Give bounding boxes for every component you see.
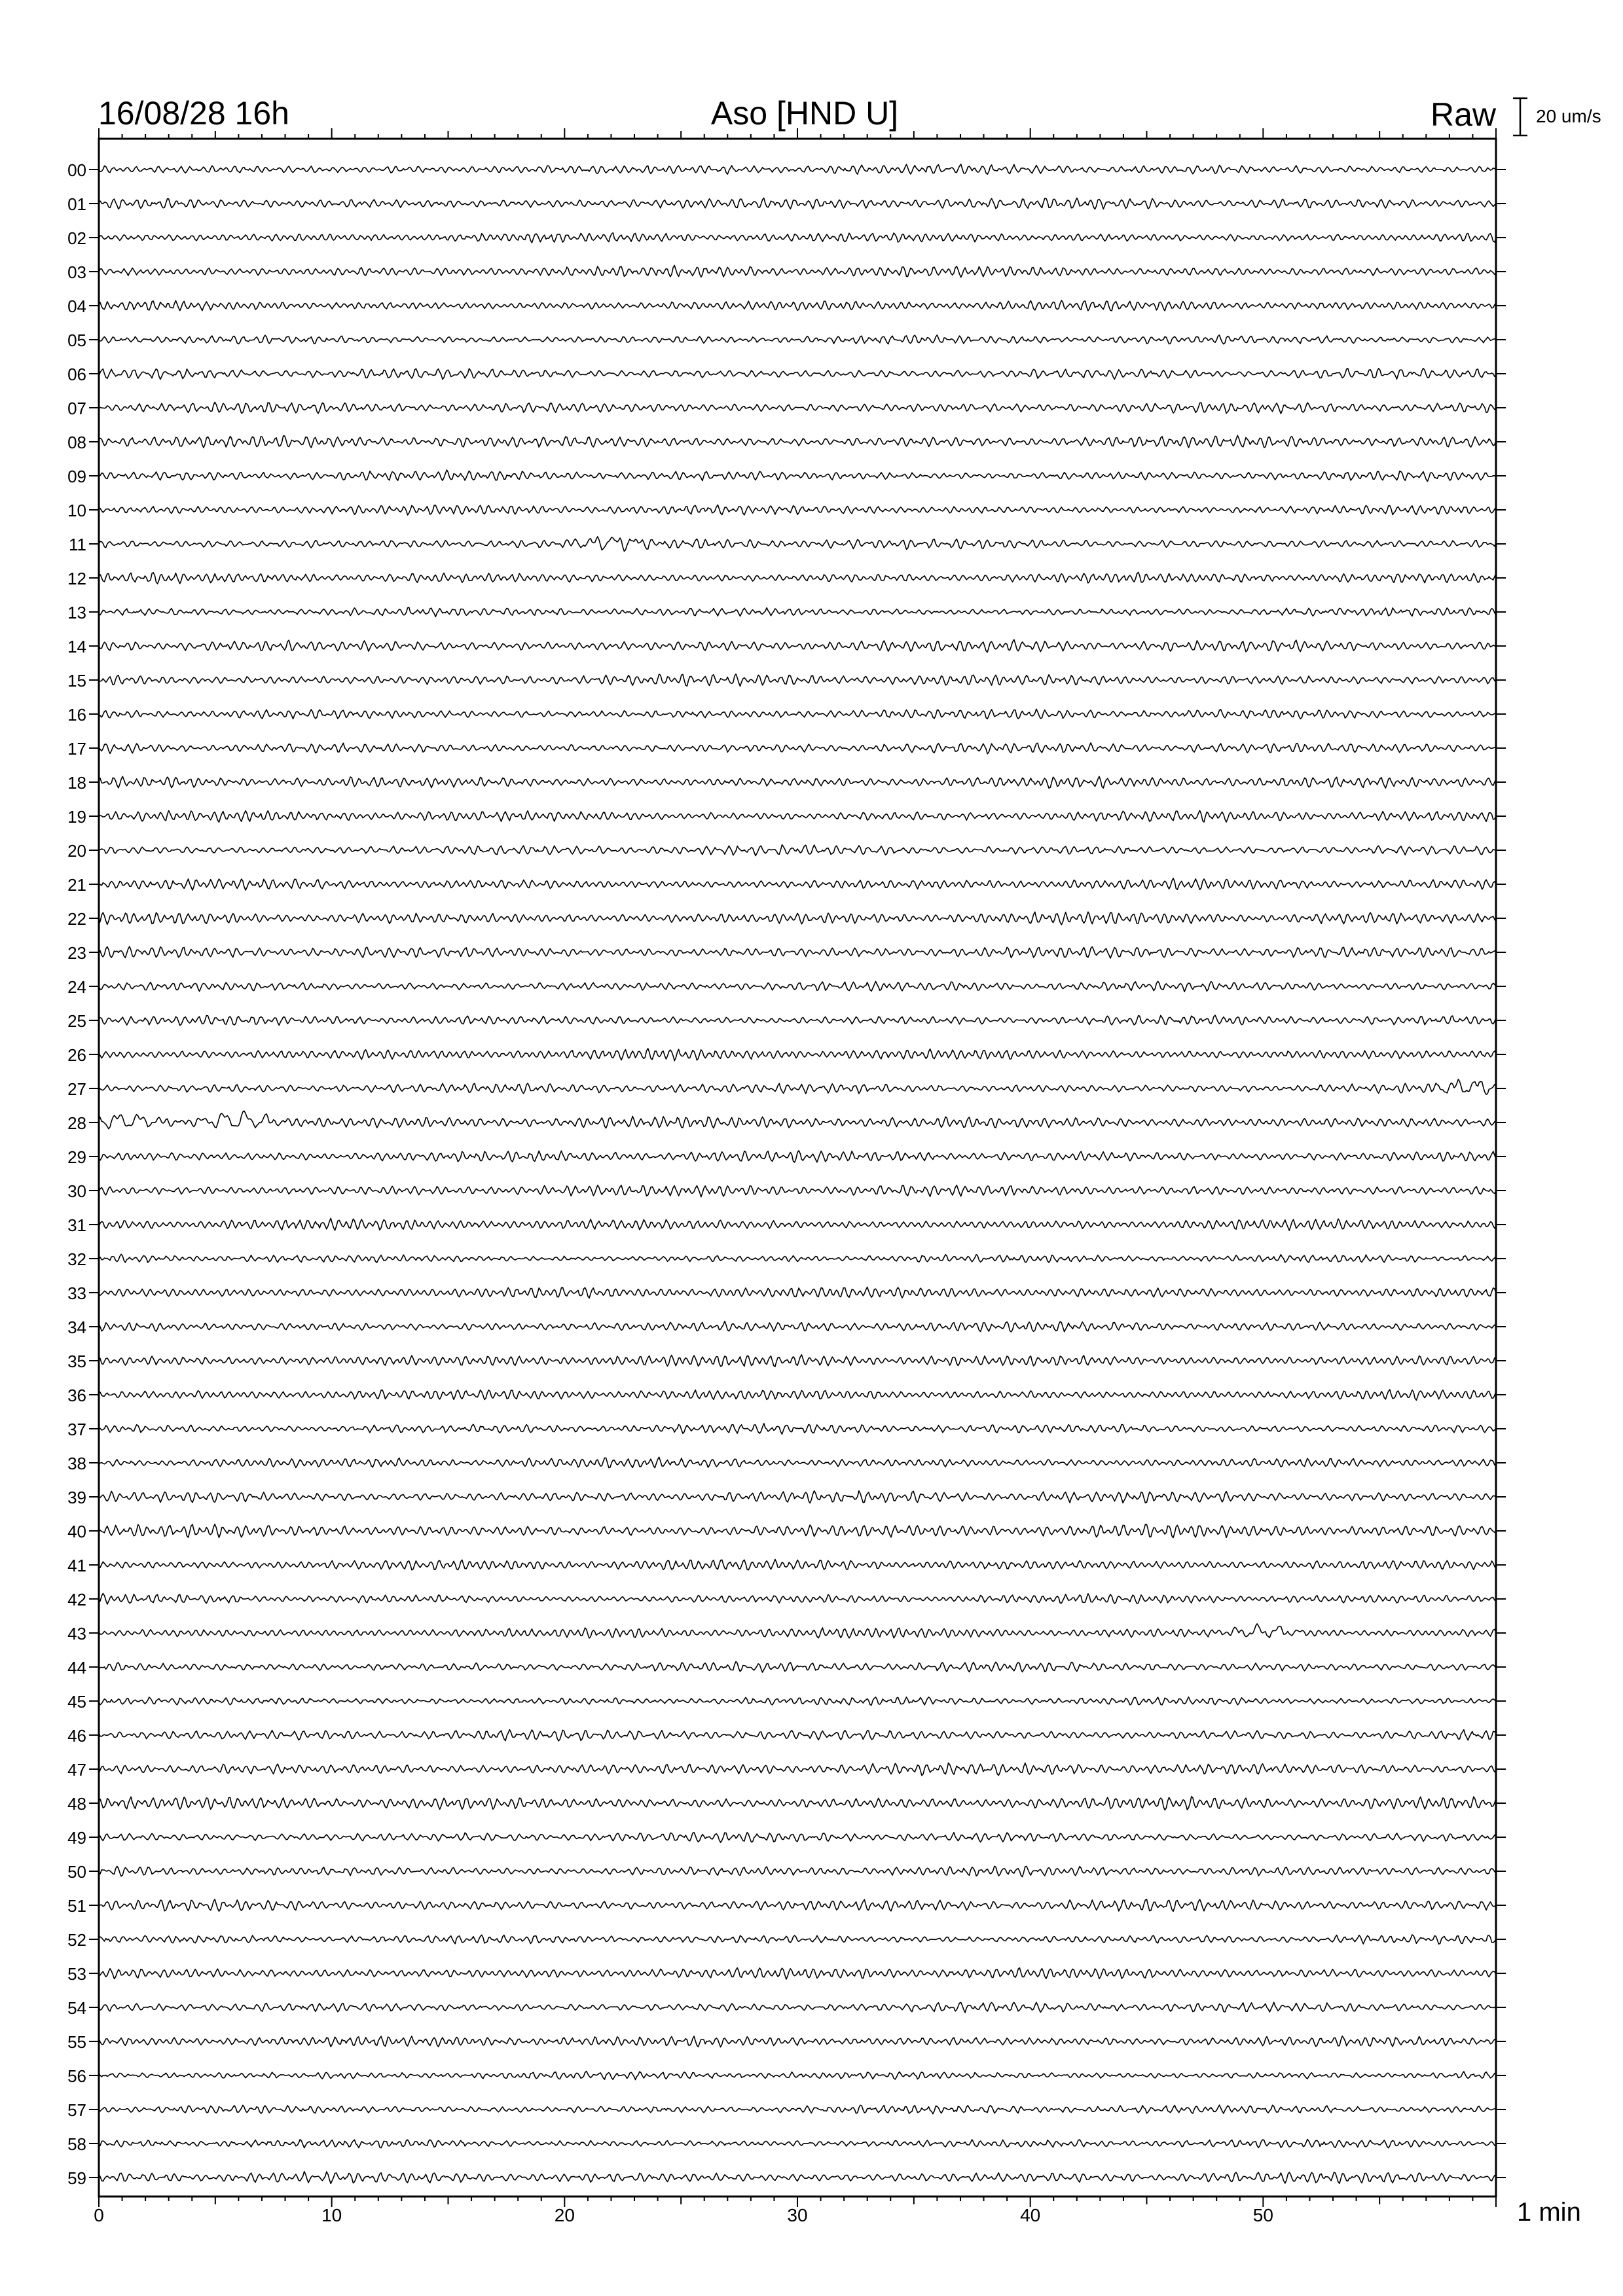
row-label: 27 [67, 1079, 86, 1099]
row-label: 06 [67, 365, 86, 384]
row-label: 46 [67, 1726, 86, 1746]
row-label: 26 [67, 1045, 86, 1065]
row-label: 10 [67, 501, 86, 520]
row-label: 40 [67, 1522, 86, 1541]
trace-45 [99, 1697, 1496, 1705]
row-label: 30 [67, 1181, 86, 1201]
datetime-title: 16/08/28 16h [98, 95, 289, 132]
x-tick-label: 50 [1252, 2205, 1273, 2225]
row-label: 19 [67, 807, 86, 827]
row-label: 48 [67, 1794, 86, 1814]
row-label: 57 [67, 2100, 86, 2120]
trace-08 [99, 435, 1496, 448]
trace-32 [99, 1254, 1496, 1263]
trace-13 [99, 607, 1496, 617]
trace-56 [99, 2072, 1496, 2080]
x-tick-label: 30 [787, 2205, 808, 2225]
trace-30 [99, 1185, 1496, 1197]
trace-57 [99, 2105, 1496, 2114]
row-label: 18 [67, 773, 86, 793]
trace-01 [99, 198, 1496, 209]
row-label: 20 [67, 841, 86, 861]
trace-26 [99, 1049, 1496, 1061]
trace-27 [99, 1079, 1496, 1094]
trace-21 [99, 878, 1496, 890]
trace-06 [99, 368, 1496, 380]
trace-12 [99, 572, 1496, 584]
row-label: 38 [67, 1454, 86, 1473]
trace-44 [99, 1662, 1496, 1673]
row-label: 37 [67, 1420, 86, 1439]
row-label: 15 [67, 671, 86, 691]
trace-31 [99, 1218, 1496, 1230]
trace-19 [99, 810, 1496, 822]
row-label: 41 [67, 1556, 86, 1575]
trace-11 [99, 537, 1496, 551]
row-label: 59 [67, 2168, 86, 2188]
row-label: 24 [67, 977, 86, 997]
row-label: 08 [67, 433, 86, 452]
row-label: 33 [67, 1283, 86, 1303]
trace-group [99, 164, 1496, 2184]
plot-frame [99, 139, 1496, 2197]
row-label: 22 [67, 909, 86, 929]
row-label: 58 [67, 2134, 86, 2154]
trace-00 [99, 164, 1496, 174]
trace-25 [99, 1015, 1496, 1026]
row-label: 25 [67, 1011, 86, 1031]
trace-16 [99, 709, 1496, 719]
trace-52 [99, 1935, 1496, 1944]
trace-03 [99, 265, 1496, 277]
x-tick-label: 40 [1020, 2205, 1041, 2225]
trace-41 [99, 1560, 1496, 1570]
row-label: 31 [67, 1215, 86, 1235]
row-label: 43 [67, 1624, 86, 1643]
trace-47 [99, 1763, 1496, 1776]
row-label: 00 [67, 160, 86, 180]
mode-label: Raw [1430, 96, 1496, 133]
row-label: 23 [67, 943, 86, 963]
trace-54 [99, 2002, 1496, 2013]
row-label: 07 [67, 399, 86, 418]
trace-48 [99, 1797, 1496, 1810]
trace-20 [99, 845, 1496, 856]
trace-15 [99, 674, 1496, 687]
trace-07 [99, 403, 1496, 414]
trace-58 [99, 2140, 1496, 2148]
trace-40 [99, 1524, 1496, 1538]
trace-17 [99, 743, 1496, 754]
x-tick-label: 20 [554, 2205, 575, 2225]
trace-35 [99, 1355, 1496, 1367]
row-label: 03 [67, 262, 86, 282]
trace-09 [99, 470, 1496, 481]
row-label: 52 [67, 1930, 86, 1950]
row-label: 21 [67, 875, 86, 895]
row-label: 55 [67, 2032, 86, 2052]
trace-28 [99, 1111, 1496, 1128]
trace-50 [99, 1866, 1496, 1876]
row-label: 49 [67, 1828, 86, 1848]
trace-49 [99, 1833, 1496, 1842]
row-label: 29 [67, 1147, 86, 1167]
row-label: 16 [67, 705, 86, 725]
trace-37 [99, 1424, 1496, 1434]
trace-36 [99, 1390, 1496, 1400]
trace-23 [99, 946, 1496, 958]
row-label: 13 [67, 603, 86, 622]
row-label: 47 [67, 1760, 86, 1780]
row-label: 09 [67, 467, 86, 486]
row-label: 51 [67, 1896, 86, 1916]
trace-53 [99, 1968, 1496, 1980]
row-label: 05 [67, 331, 86, 350]
row-label: 01 [67, 194, 86, 214]
station-title: Aso [HND U] [710, 95, 899, 132]
row-label: 28 [67, 1113, 86, 1133]
trace-42 [99, 1594, 1496, 1605]
row-label: 34 [67, 1318, 86, 1337]
row-label: 39 [67, 1488, 86, 1507]
row-label: 56 [67, 2066, 86, 2086]
trace-51 [99, 1899, 1496, 1912]
side-tick-group [89, 170, 1506, 2178]
trace-46 [99, 1730, 1496, 1741]
trace-34 [99, 1321, 1496, 1332]
row-label: 17 [67, 739, 86, 759]
x-tick-label: 0 [94, 2205, 104, 2225]
row-label: 50 [67, 1862, 86, 1882]
row-label: 44 [67, 1658, 86, 1677]
row-label: 36 [67, 1386, 86, 1405]
trace-14 [99, 639, 1496, 652]
row-label-group [67, 160, 86, 2188]
scale-bar [1513, 98, 1527, 135]
row-label: 02 [67, 228, 86, 248]
trace-59 [99, 2172, 1496, 2184]
row-label: 12 [67, 569, 86, 588]
row-label: 45 [67, 1692, 86, 1712]
row-label: 04 [67, 296, 86, 316]
row-label: 53 [67, 1964, 86, 1984]
trace-38 [99, 1457, 1496, 1467]
trace-43 [99, 1624, 1496, 1638]
row-label: 11 [69, 535, 86, 554]
trace-24 [99, 981, 1496, 992]
x-tick-label: 10 [321, 2205, 342, 2225]
x-axis-label: 1 min [1517, 2198, 1581, 2227]
trace-39 [99, 1491, 1496, 1503]
row-label: 54 [67, 1998, 86, 2018]
trace-22 [99, 912, 1496, 925]
row-label: 42 [67, 1590, 86, 1609]
row-label: 14 [67, 637, 86, 656]
trace-18 [99, 776, 1496, 788]
row-label: 32 [67, 1249, 86, 1269]
trace-05 [99, 335, 1496, 344]
trace-02 [99, 233, 1496, 243]
trace-33 [99, 1287, 1496, 1299]
scale-label: 20 um/s [1536, 106, 1601, 126]
trace-55 [99, 2036, 1496, 2047]
trace-29 [99, 1151, 1496, 1162]
row-label: 35 [67, 1352, 86, 1371]
trace-04 [99, 300, 1496, 311]
trace-10 [99, 505, 1496, 515]
